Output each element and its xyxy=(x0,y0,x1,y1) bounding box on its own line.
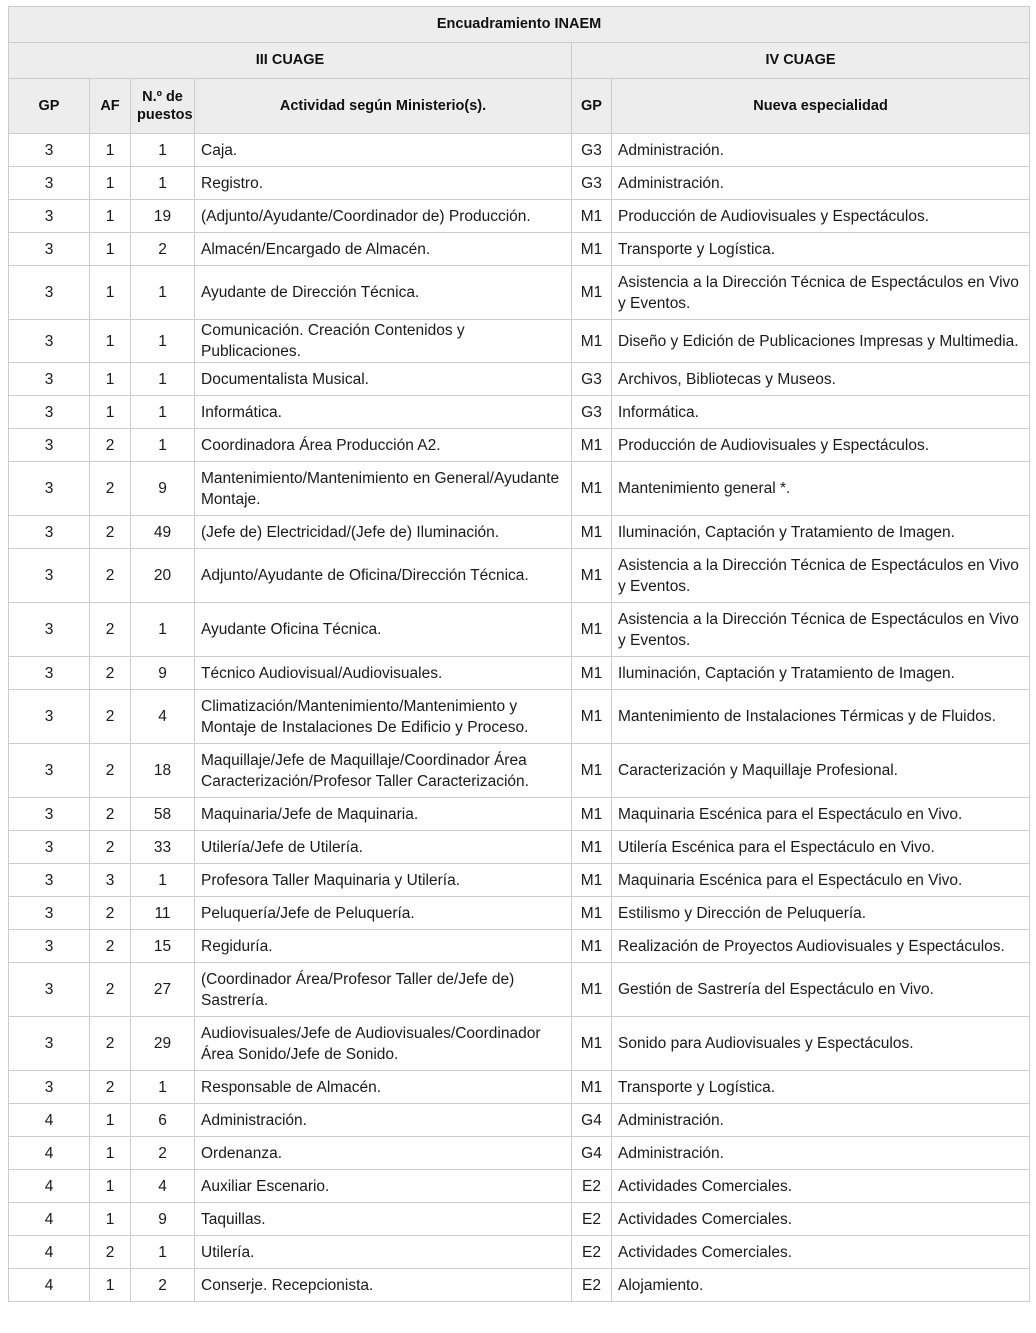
cell-gp-new: M1 xyxy=(572,897,612,930)
cell-gp-new: M1 xyxy=(572,657,612,690)
table-row xyxy=(9,233,1030,266)
cell-gp-old: 3 xyxy=(9,897,90,930)
cell-gp-old: 3 xyxy=(9,320,90,363)
title-row xyxy=(9,7,1030,43)
cell-af: 1 xyxy=(90,167,131,200)
cell-af: 2 xyxy=(90,429,131,462)
cell-puestos: 19 xyxy=(131,200,195,233)
table-row xyxy=(9,516,1030,549)
cell-puestos: 1 xyxy=(131,134,195,167)
cell-gp-new: E2 xyxy=(572,1236,612,1269)
cell-af: 2 xyxy=(90,963,131,1017)
cell-especialidad: Maquinaria Escénica para el Espectáculo en Vivo. xyxy=(612,798,1030,831)
group-header-iv-cuage: IV CUAGE xyxy=(572,43,1030,79)
column-header-row xyxy=(9,79,1030,134)
cell-puestos: 9 xyxy=(131,657,195,690)
cell-gp-new: M1 xyxy=(572,864,612,897)
cell-especialidad: Alojamiento. xyxy=(612,1269,1030,1302)
cell-gp-old: 3 xyxy=(9,363,90,396)
table-row xyxy=(9,429,1030,462)
table-row xyxy=(9,1017,1030,1071)
cell-gp-old: 3 xyxy=(9,233,90,266)
cell-af: 2 xyxy=(90,549,131,603)
cell-actividad: Técnico Audiovisual/Audiovisuales. xyxy=(195,657,572,690)
table-row xyxy=(9,134,1030,167)
cell-af: 1 xyxy=(90,363,131,396)
cell-gp-old: 3 xyxy=(9,798,90,831)
cell-especialidad: Realización de Proyectos Audiovisuales y Espectáculos. xyxy=(612,930,1030,963)
cell-puestos: 1 xyxy=(131,363,195,396)
cell-especialidad: Iluminación, Captación y Tratamiento de Imagen. xyxy=(612,516,1030,549)
cell-af: 2 xyxy=(90,831,131,864)
cell-especialidad: Mantenimiento general *. xyxy=(612,462,1030,516)
table-row xyxy=(9,963,1030,1017)
table-row xyxy=(9,1137,1030,1170)
cell-gp-old: 3 xyxy=(9,396,90,429)
cell-puestos: 2 xyxy=(131,233,195,266)
cell-especialidad: Iluminación, Captación y Tratamiento de Imagen. xyxy=(612,657,1030,690)
cell-af: 2 xyxy=(90,516,131,549)
cell-af: 1 xyxy=(90,1104,131,1137)
cell-gp-new: M1 xyxy=(572,429,612,462)
cell-gp-old: 4 xyxy=(9,1203,90,1236)
table-row xyxy=(9,744,1030,798)
cell-especialidad: Utilería Escénica para el Espectáculo en Vivo. xyxy=(612,831,1030,864)
table-row xyxy=(9,864,1030,897)
cell-gp-new: M1 xyxy=(572,233,612,266)
cell-actividad: Maquinaria/Jefe de Maquinaria. xyxy=(195,798,572,831)
table-row xyxy=(9,1071,1030,1104)
cell-gp-old: 3 xyxy=(9,744,90,798)
cell-af: 1 xyxy=(90,320,131,363)
cell-gp-old: 3 xyxy=(9,200,90,233)
cell-gp-old: 3 xyxy=(9,134,90,167)
cell-af: 1 xyxy=(90,134,131,167)
cell-af: 1 xyxy=(90,1170,131,1203)
cell-actividad: Ayudante Oficina Técnica. xyxy=(195,603,572,657)
cell-af: 2 xyxy=(90,603,131,657)
cell-af: 1 xyxy=(90,1203,131,1236)
group-header-row xyxy=(9,43,1030,79)
cell-especialidad: Asistencia a la Dirección Técnica de Espectáculos en Vivo y Eventos. xyxy=(612,603,1030,657)
cell-especialidad: Archivos, Bibliotecas y Museos. xyxy=(612,363,1030,396)
cell-puestos: 1 xyxy=(131,266,195,320)
cell-especialidad: Informática. xyxy=(612,396,1030,429)
cell-especialidad: Mantenimiento de Instalaciones Térmicas y de Fluidos. xyxy=(612,690,1030,744)
table-row xyxy=(9,1104,1030,1137)
cell-especialidad: Producción de Audiovisuales y Espectáculos. xyxy=(612,200,1030,233)
cell-actividad: Ordenanza. xyxy=(195,1137,572,1170)
cell-gp-old: 3 xyxy=(9,429,90,462)
cell-gp-old: 3 xyxy=(9,1017,90,1071)
cell-especialidad: Caracterización y Maquillaje Profesional. xyxy=(612,744,1030,798)
cell-puestos: 4 xyxy=(131,1170,195,1203)
cell-especialidad: Administración. xyxy=(612,1137,1030,1170)
cell-puestos: 18 xyxy=(131,744,195,798)
cell-actividad: Caja. xyxy=(195,134,572,167)
cell-af: 1 xyxy=(90,266,131,320)
table-row xyxy=(9,320,1030,363)
table-row xyxy=(9,363,1030,396)
cell-gp-old: 3 xyxy=(9,516,90,549)
cell-actividad: Almacén/Encargado de Almacén. xyxy=(195,233,572,266)
cell-gp-new: G3 xyxy=(572,167,612,200)
cell-actividad: Profesora Taller Maquinaria y Utilería. xyxy=(195,864,572,897)
cell-puestos: 1 xyxy=(131,429,195,462)
table-row xyxy=(9,266,1030,320)
table-row xyxy=(9,897,1030,930)
cell-gp-old: 4 xyxy=(9,1170,90,1203)
cell-actividad: Conserje. Recepcionista. xyxy=(195,1269,572,1302)
cell-gp-new: M1 xyxy=(572,200,612,233)
cell-gp-new: M1 xyxy=(572,831,612,864)
cell-actividad: Coordinadora Área Producción A2. xyxy=(195,429,572,462)
cell-especialidad: Actividades Comerciales. xyxy=(612,1203,1030,1236)
cell-puestos: 1 xyxy=(131,1071,195,1104)
table-row xyxy=(9,690,1030,744)
cell-puestos: 2 xyxy=(131,1269,195,1302)
cell-gp-old: 3 xyxy=(9,831,90,864)
table-row xyxy=(9,549,1030,603)
cell-actividad: Audiovisuales/Jefe de Audiovisuales/Coordinador Área Sonido/Jefe de Sonido. xyxy=(195,1017,572,1071)
cell-gp-old: 4 xyxy=(9,1137,90,1170)
cell-gp-old: 3 xyxy=(9,603,90,657)
cell-gp-new: G4 xyxy=(572,1104,612,1137)
cell-gp-new: M1 xyxy=(572,930,612,963)
cell-gp-old: 3 xyxy=(9,1071,90,1104)
column-header-puestos: N.º de puestos xyxy=(131,79,195,134)
cell-especialidad: Sonido para Audiovisuales y Espectáculos. xyxy=(612,1017,1030,1071)
column-header-actividad: Actividad según Ministerio(s). xyxy=(195,79,572,134)
cell-gp-new: M1 xyxy=(572,690,612,744)
cell-gp-new: E2 xyxy=(572,1203,612,1236)
cell-actividad: Ayudante de Dirección Técnica. xyxy=(195,266,572,320)
cell-especialidad: Asistencia a la Dirección Técnica de Espectáculos en Vivo y Eventos. xyxy=(612,549,1030,603)
cell-af: 2 xyxy=(90,657,131,690)
cell-af: 2 xyxy=(90,930,131,963)
cell-gp-new: M1 xyxy=(572,462,612,516)
cell-gp-new: M1 xyxy=(572,744,612,798)
table-row xyxy=(9,798,1030,831)
cell-af: 2 xyxy=(90,798,131,831)
cell-especialidad: Maquinaria Escénica para el Espectáculo en Vivo. xyxy=(612,864,1030,897)
cell-af: 2 xyxy=(90,744,131,798)
cell-gp-old: 3 xyxy=(9,690,90,744)
cell-gp-new: M1 xyxy=(572,1071,612,1104)
cell-puestos: 58 xyxy=(131,798,195,831)
cell-gp-new: G3 xyxy=(572,396,612,429)
cell-gp-old: 3 xyxy=(9,167,90,200)
cell-actividad: Responsable de Almacén. xyxy=(195,1071,572,1104)
column-header-especialidad: Nueva especialidad xyxy=(612,79,1030,134)
cell-gp-old: 3 xyxy=(9,963,90,1017)
column-header-gp-new: GP xyxy=(572,79,612,134)
table-row xyxy=(9,603,1030,657)
cell-actividad: Regiduría. xyxy=(195,930,572,963)
table-row xyxy=(9,1203,1030,1236)
table-row xyxy=(9,831,1030,864)
cell-actividad: Comunicación. Creación Contenidos y Publicaciones. xyxy=(195,320,572,363)
cell-especialidad: Administración. xyxy=(612,167,1030,200)
cell-actividad: Utilería. xyxy=(195,1236,572,1269)
cell-especialidad: Administración. xyxy=(612,1104,1030,1137)
cell-gp-new: E2 xyxy=(572,1170,612,1203)
cell-actividad: Auxiliar Escenario. xyxy=(195,1170,572,1203)
cell-gp-new: G3 xyxy=(572,363,612,396)
cell-actividad: Adjunto/Ayudante de Oficina/Dirección Técnica. xyxy=(195,549,572,603)
cell-especialidad: Asistencia a la Dirección Técnica de Espectáculos en Vivo y Eventos. xyxy=(612,266,1030,320)
table-row xyxy=(9,167,1030,200)
cell-gp-old: 4 xyxy=(9,1269,90,1302)
table-title: Encuadramiento INAEM xyxy=(9,7,1030,43)
cell-puestos: 6 xyxy=(131,1104,195,1137)
table-row xyxy=(9,1236,1030,1269)
cell-af: 2 xyxy=(90,1071,131,1104)
cell-af: 2 xyxy=(90,462,131,516)
cell-gp-new: M1 xyxy=(572,549,612,603)
cell-actividad: Registro. xyxy=(195,167,572,200)
cell-puestos: 9 xyxy=(131,462,195,516)
cell-af: 1 xyxy=(90,1269,131,1302)
table-row xyxy=(9,462,1030,516)
cell-puestos: 27 xyxy=(131,963,195,1017)
cell-gp-old: 3 xyxy=(9,657,90,690)
cell-gp-old: 4 xyxy=(9,1104,90,1137)
cell-puestos: 1 xyxy=(131,396,195,429)
cell-gp-new: M1 xyxy=(572,266,612,320)
cell-especialidad: Estilismo y Dirección de Peluquería. xyxy=(612,897,1030,930)
table-row xyxy=(9,1170,1030,1203)
table-row xyxy=(9,1269,1030,1302)
cell-af: 2 xyxy=(90,690,131,744)
cell-gp-old: 3 xyxy=(9,930,90,963)
cell-gp-new: M1 xyxy=(572,516,612,549)
cell-especialidad: Administración. xyxy=(612,134,1030,167)
cell-puestos: 1 xyxy=(131,603,195,657)
cell-actividad: Peluquería/Jefe de Peluquería. xyxy=(195,897,572,930)
group-header-iii-cuage: III CUAGE xyxy=(9,43,572,79)
cell-puestos: 1 xyxy=(131,864,195,897)
cell-actividad: Documentalista Musical. xyxy=(195,363,572,396)
cell-gp-old: 3 xyxy=(9,462,90,516)
cell-af: 1 xyxy=(90,233,131,266)
cell-gp-new: M1 xyxy=(572,1017,612,1071)
cell-gp-old: 4 xyxy=(9,1236,90,1269)
table-body xyxy=(9,134,1030,1302)
cell-af: 2 xyxy=(90,1236,131,1269)
cell-gp-new: M1 xyxy=(572,603,612,657)
cell-actividad: (Jefe de) Electricidad/(Jefe de) Iluminación. xyxy=(195,516,572,549)
cell-puestos: 29 xyxy=(131,1017,195,1071)
table-row xyxy=(9,930,1030,963)
cell-puestos: 33 xyxy=(131,831,195,864)
cell-especialidad: Transporte y Logística. xyxy=(612,1071,1030,1104)
cell-puestos: 1 xyxy=(131,320,195,363)
table-row xyxy=(9,200,1030,233)
cell-puestos: 1 xyxy=(131,167,195,200)
cell-puestos: 9 xyxy=(131,1203,195,1236)
cell-especialidad: Actividades Comerciales. xyxy=(612,1236,1030,1269)
cell-puestos: 49 xyxy=(131,516,195,549)
cell-gp-new: M1 xyxy=(572,798,612,831)
cell-gp-new: E2 xyxy=(572,1269,612,1302)
cell-actividad: Mantenimiento/Mantenimiento en General/Ayudante Montaje. xyxy=(195,462,572,516)
cell-actividad: Taquillas. xyxy=(195,1203,572,1236)
cell-gp-new: G3 xyxy=(572,134,612,167)
cell-af: 3 xyxy=(90,864,131,897)
cell-puestos: 11 xyxy=(131,897,195,930)
cell-actividad: Climatización/Mantenimiento/Mantenimiento y Montaje de Instalaciones De Edificio y Proceso. xyxy=(195,690,572,744)
cell-especialidad: Transporte y Logística. xyxy=(612,233,1030,266)
cell-actividad: Informática. xyxy=(195,396,572,429)
table-row xyxy=(9,396,1030,429)
cell-af: 1 xyxy=(90,1137,131,1170)
cell-actividad: Utilería/Jefe de Utilería. xyxy=(195,831,572,864)
cell-actividad: (Adjunto/Ayudante/Coordinador de) Producción. xyxy=(195,200,572,233)
cell-actividad: Maquillaje/Jefe de Maquillaje/Coordinador Área Caracterización/Profesor Taller Caracterización. xyxy=(195,744,572,798)
column-header-gp-old: GP xyxy=(9,79,90,134)
cell-gp-new: M1 xyxy=(572,963,612,1017)
column-header-af: AF xyxy=(90,79,131,134)
cell-especialidad: Actividades Comerciales. xyxy=(612,1170,1030,1203)
cell-especialidad: Diseño y Edición de Publicaciones Impresas y Multimedia. xyxy=(612,320,1030,363)
cell-gp-new: M1 xyxy=(572,320,612,363)
cell-af: 1 xyxy=(90,396,131,429)
encuadramiento-table xyxy=(8,6,1030,1302)
cell-especialidad: Gestión de Sastrería del Espectáculo en Vivo. xyxy=(612,963,1030,1017)
cell-af: 2 xyxy=(90,897,131,930)
cell-puestos: 1 xyxy=(131,1236,195,1269)
cell-gp-old: 3 xyxy=(9,864,90,897)
cell-actividad: Administración. xyxy=(195,1104,572,1137)
cell-puestos: 4 xyxy=(131,690,195,744)
cell-af: 1 xyxy=(90,200,131,233)
cell-af: 2 xyxy=(90,1017,131,1071)
cell-puestos: 15 xyxy=(131,930,195,963)
table-row xyxy=(9,657,1030,690)
cell-gp-new: G4 xyxy=(572,1137,612,1170)
cell-puestos: 20 xyxy=(131,549,195,603)
cell-actividad: (Coordinador Área/Profesor Taller de/Jefe de) Sastrería. xyxy=(195,963,572,1017)
cell-puestos: 2 xyxy=(131,1137,195,1170)
cell-gp-old: 3 xyxy=(9,549,90,603)
cell-especialidad: Producción de Audiovisuales y Espectáculos. xyxy=(612,429,1030,462)
cell-gp-old: 3 xyxy=(9,266,90,320)
